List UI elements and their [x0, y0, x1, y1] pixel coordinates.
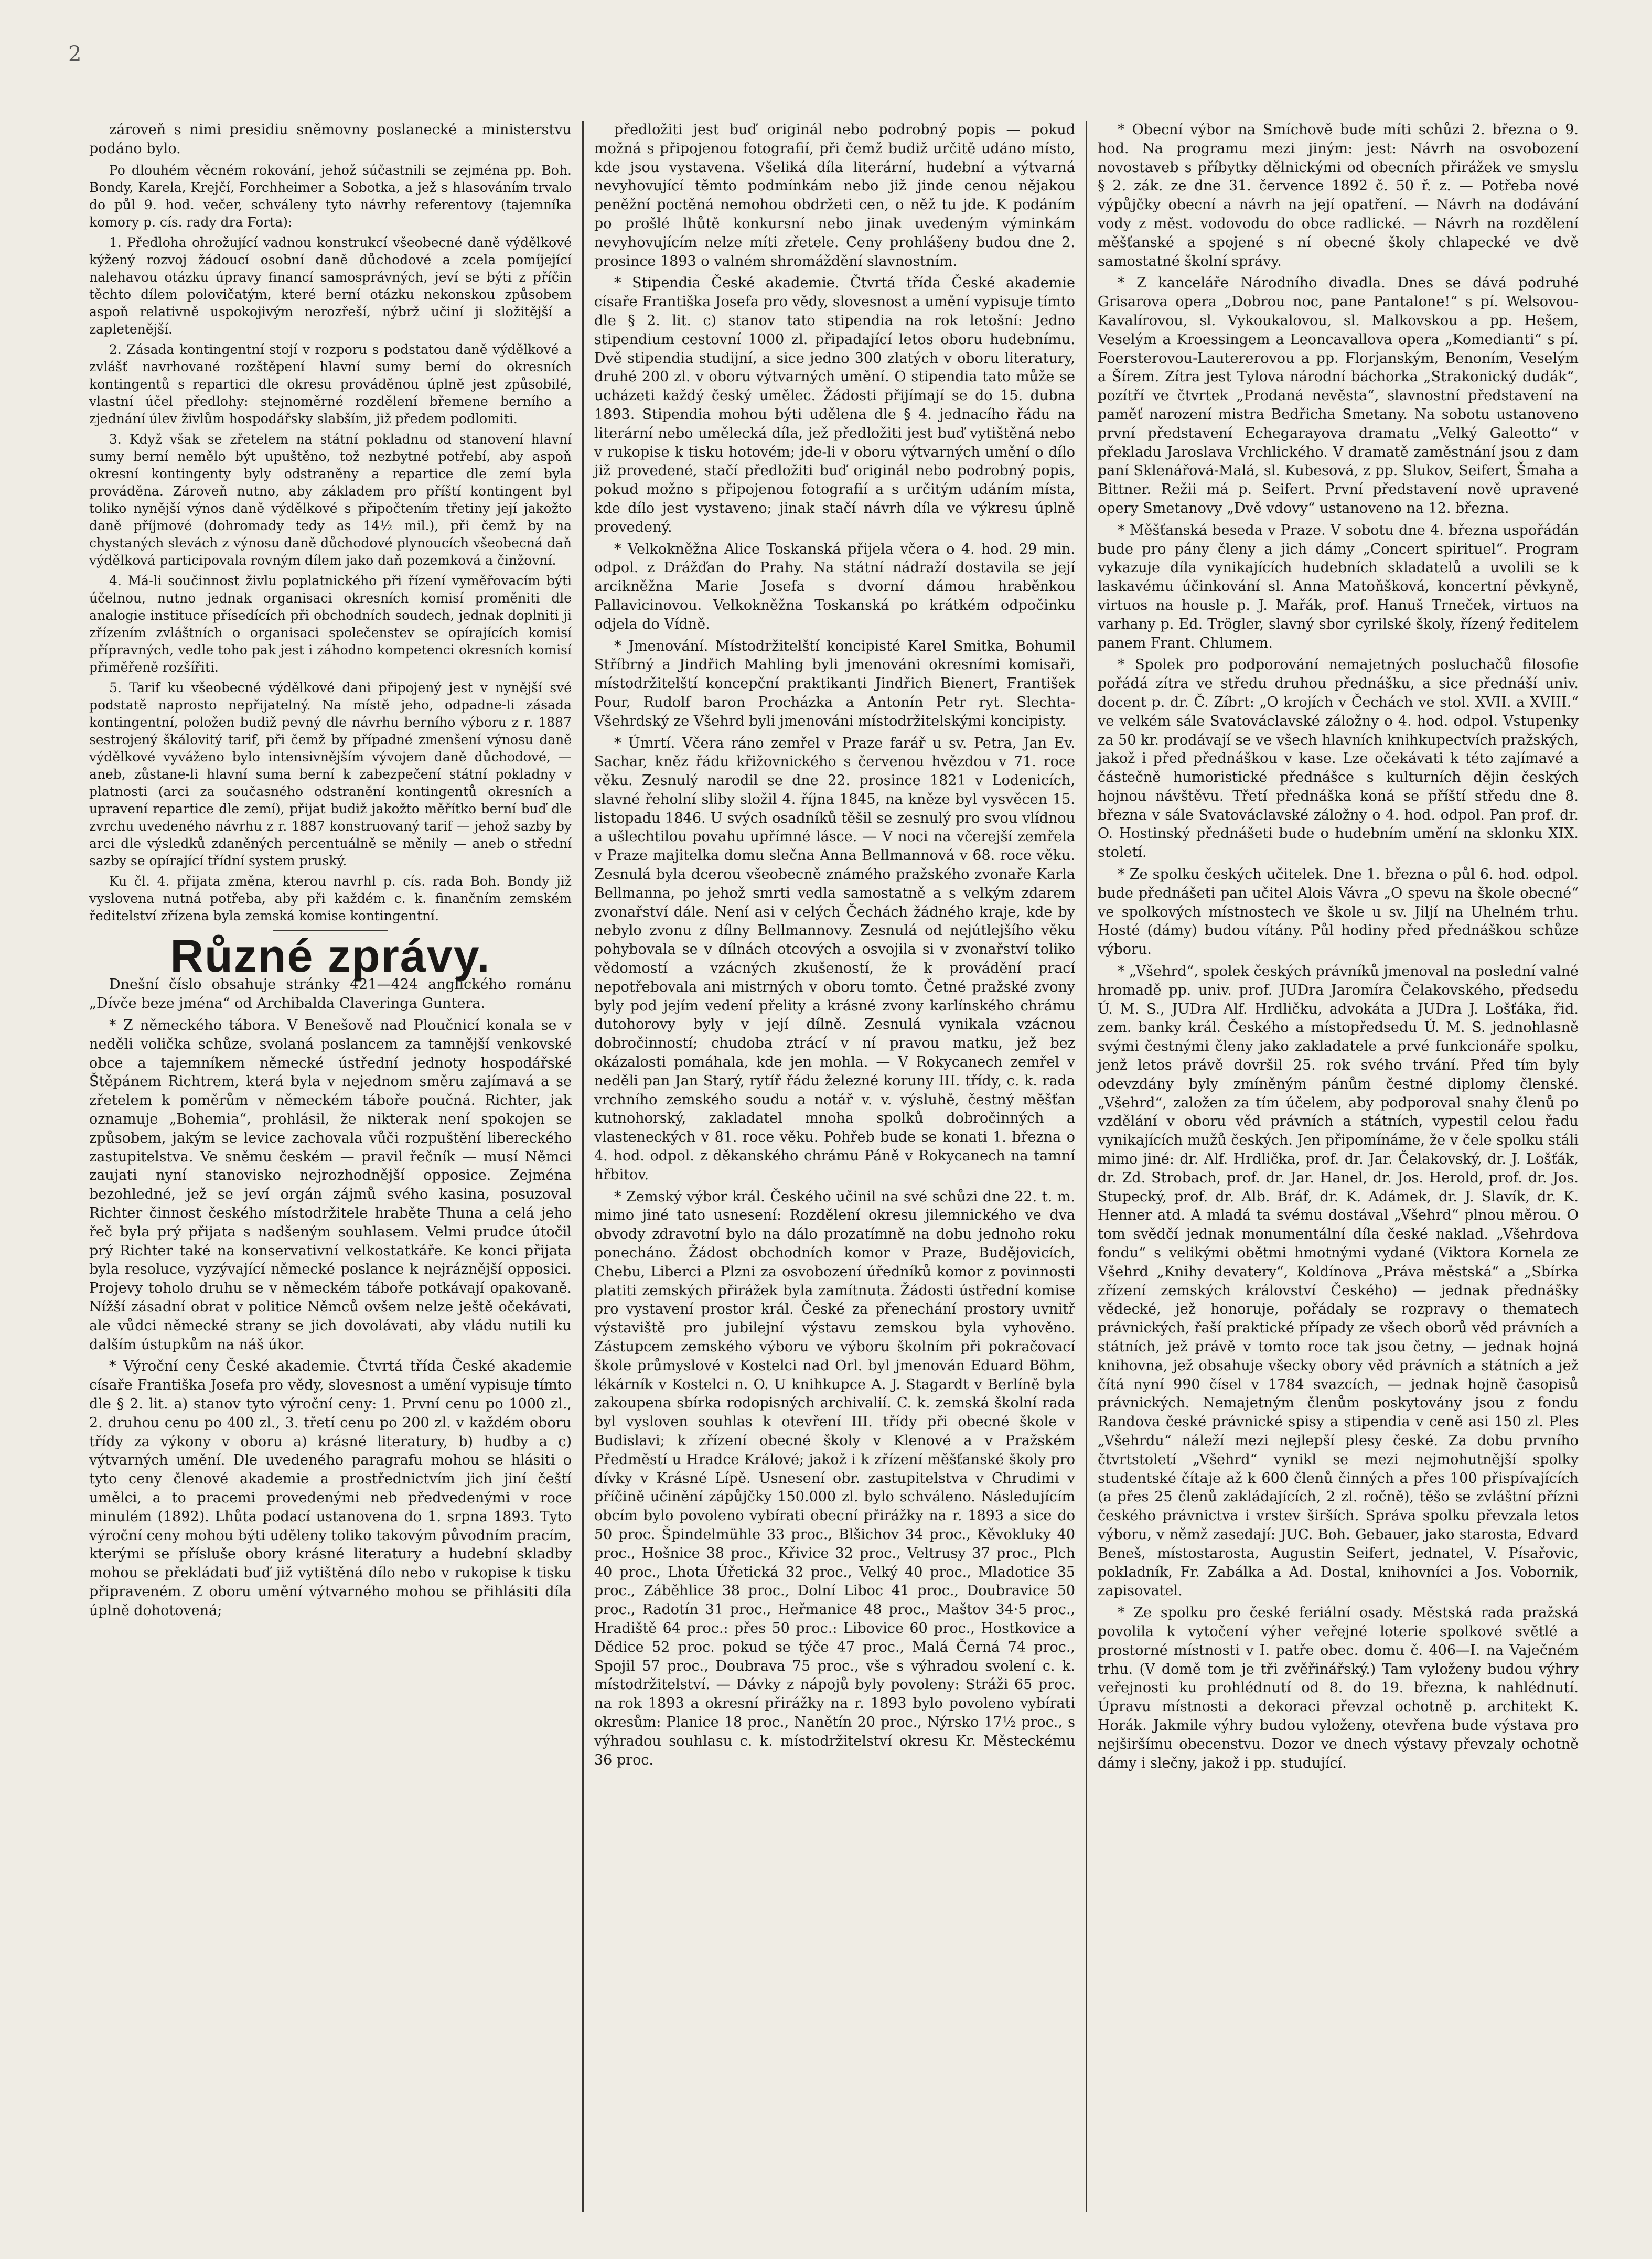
paragraph: 4. Má-li součinnost živlu poplatnického při řízení vyměřovacím býti účelnou, nutno jednak organisaci okresních komisí proměniti dle analogie instituce přísedících při obchodních soudech, jednak doplniti ji zřízením zvláštních o organisaci společenstev se opírajících komisí přípravných, vedle toho pak jest i záhodno kompetenci okresních komisí přiměřeně rozšířiti. [89, 573, 572, 675]
paragraph: 2. Zásada kontingentní stojí v rozporu s podstatou daně výdělkové a zvlášť navrhované rozštěpení hlavní sumy berní do okresních kontingentů s repartici dle okresu prováděnou úplně jest způsobilé, vlastní účel předlohy: stejnoměrné rozdělení břemene berního a zjednání úlev živlům hospodářsky slabším, již předem podlomiti. [89, 341, 572, 426]
paragraph: * Velkokněžna Alice Toskanská přijela včera o 4. hod. 29 min. odpol. z Drážďan do Prahy. Na státní nádraží dostavila se její arcikněžna Marie Josefa s dvorní dámou hraběnkou Pallavicinovou. Velkokněžna Toskanská po krátkém odpočinku odjela do Vídně. [594, 541, 1075, 632]
column-middle [582, 121, 1086, 2212]
columns [79, 121, 1615, 2212]
paragraph: Po dlouhém věcném rokování, jehož súčastnili se zejména pp. Boh. Bondy, Karela, Krejčí, Forchheimer a Sobotka, a jež s hlasováním trvalo do půl 9. hod. večer, schváleny tyto návrhy referentovy (tajemníka komory p. cís. rady dra Forta): [89, 162, 572, 230]
paragraph: * Spolek pro podporování nemajetných posluchačů filosofie pořádá zítra ve středu druhou přednášku, a sice přednáší univ. docent p. dr. Č. Zíbrt: „O krojích v Čechách ve stol. XVII. a XVIII.“ ve velkém sále Svatováclavské záložny o 4. hod. odpol. Vstupenky za 50 kr. prodávají se ve všech hlavních knihkupectvích pražských, jakož i před přednáškou v kase. Lze očekávati k této zajímavé a částečně humoristické přednášce s kulturních dějin českých hojnou návštěvu. Třetí přednáška koná se příští středu dne 8. března v sále Svatováclavské záložny o 4. hod. odpol. Pan prof. dr. O. Hostinský přednášeti bude o hudebním umění na sklonku XIX. století. [1098, 657, 1579, 861]
paragraph: Ku čl. 4. přijata změna, kterou navrhl p. cís. rada Boh. Bondy již vyslovena nutná potřeba, aby při každém c. k. finančním zemském ředitelství zřízena byla zemská komise kontingentní. [89, 873, 572, 923]
paragraph: * Ze spolku pro české feriální osady. Městská rada pražská povolila k vytočení výher veřejné loterie spolkové světlé a prostorné místnosti v I. patře obec. domu č. 406—I. na Vaječném trhu. (V domě tom je tři zvěřinářský.) Tam vyloženy budou výhry veřejnosti ku prohlédnutí od 8. do 19. března, k nahlédnutí. Úpravu místnosti a dekoraci převzal ochotně p. architekt K. Horák. Jakmile výhry budou vyloženy, otevřena bude výstava pro nejširšímu obecenstvu. Dozor ve dnech výstavy převzaly ochotně dámy i slečny, jakož i pp. studující. [1098, 1605, 1579, 1771]
paragraph: * Úmrtí. Včera ráno zemřel v Praze farář u sv. Petra, Jan Ev. Sachar, kněz řádu křižovnického s červenou hvězdou v 71. roce věku. Zesnulý narodil se dne 22. prosince 1821 v Lodenicích, slavné řeholní sliby složil 4. října 1845, na kněze byl vysvěcen 15. listopadu 1846. U svých osadníků těšil se zesnulý pro svou vlídnou a ušlechtilou povahu upřímné lásce. — V noci na včerejší zemřela v Praze majitelka domu slečna Anna Bellmannová v 68. roce věku. Zesnulá byla dcerou všeobecně známého pražského zvonaře Karla Bellmanna, po jehož smrti vedla samostatně a s velkým zdarem zvonařství dále. Není asi v celých Čechách žádného kraje, kde by nebylo zvonu z dílny Bellmannovy. Zesnulá od nejútlejšího věku pohybovala se v dílnách otcových a osvojila si v zvonařství toliko vědomostí a vzácných zkušeností, že k provádění prací nepotřebovala ani mistrných v oboru tomto. Četné pražské zvony byly pod jejím vedení přelity a krásné zvony karlínského chrámu dutohorovy byly v její dílně. Zesnulá vynikala vzácnou dobročinností; chudoba ztrácí v ní pravou matku, jež bez okázalosti pomáhala, kde jen mohla. — V Rokycanech zemřel v neděli pan Jan Starý, rytíř řádu železné koruny III. třídy, c. k. rada vrchního zemského soudu a notář v. v. výsluhě, čestný měšťan kutnohorský, zakladatel mnoha spolků dobročinných a vlasteneckých v 81. roce věku. Pohřeb bude se konati 1. března o 4. hod. odpol. z děkanského chrámu Páně v Rokycanech na tamní hřbitov. [594, 735, 1075, 1183]
paragraph: * Ze spolku českých učitelek. Dne 1. března o půl 6. hod. odpol. bude přednášeti pan učitel Alois Vávra „O spevu na škole obecné“ ve spolkových místnostech ve škole u sv. Jiljí na Uhelném trhu. Hosté (dámy) budou vítány. Půl hodiny před přednáškou schůze výboru. [1098, 866, 1579, 958]
paragraph: * Z německého tábora. V Benešově nad Ploučnicí konala se v neděli volička schůze, svolaná poslancem za tamnější venkovské obce a tajemníkem německé ústřední jednoty hospodářské Štěpánem Richtrem, která byla v nejednom směru zajímavá a se zřetelem k poměrům v německém táboře poučná. Richter, jak oznamuje „Bohemia“, prohlásil, že nikterak není spokojen se způsobem, jakým se levice zachovala vůči rozpuštění libereckého zastupitelstva. Ve sněmu českém — pravil řečník — musí Němci zaujati nyní stanovisko nejrozhodnější opposice. Zejména bezohledné, jež se jeví orgán zájmů svého kasina, posuzoval Richter činnost českého místodržitele hraběte Thuna a celá jeho řeč byla prý přijata s nadšeným souhlasem. Velmi prudce útočil prý Richter také na konservativní velkostatkáře. Ke konci přijata byla resoluce, vyzývající německé poslance k nejráznější opposici. Projevy toholo druhu se v německém táboře potkávají opakovaně. Nížší zásadní obrat v politice Němců ovšem nelze ještě očekávati, ale vůdci německé strany se jich dovolávati, aby vládu nutili ku dalším ústupkům na náš úkor. [89, 1017, 572, 1353]
paragraph: Dnešní číslo obsahuje stránky 421—424 anglického románu „Dívče beze jména“ od Archibalda Claveringa Guntera. [89, 976, 572, 1012]
news-items [594, 121, 1075, 1769]
paragraph: * Stipendia České akademie. Čtvrtá třída České akademie císaře Františka Josefa pro vědy, slovesnost a umění vypisuje tímto dle § 2. lit. c) stanov tato stipendia na rok letošní: Jedno stipendium cestovní 1000 zl. připadající letos oboru hudebnímu. Dvě stipendia studijní, a sice jedno 300 zlatých v oboru literatury, druhé 200 zl. v oboru výtvarných umění. O stipendia tato může se ucházeti každý český umělec. Žádosti přijímají se do 15. dubna 1893. Stipendia mohou býti udělena dle § 4. jednacího řádu na literární nebo umělecká díla, jež předložiti jest buď vytištěná nebo v rukopise k tisku hotovém; jde-li v oboru výtvarných umění o dílo již provedené, stačí předložiti buď originál nebo podrobný popis, pokud možno s připojenou fotografií a s určitým udáním místa, kde dílo jest vystaveno; jinak stačí návrh díla ve výkresu úplně provedený. [594, 275, 1075, 535]
section-title: Různé zprávy. [170, 929, 491, 982]
news-items [89, 975, 572, 1620]
paragraph: 5. Tarif ku všeobecné výdělkové dani připojený jest v nynější své podstatě naprosto nepřijatelný. Na místě jeho, odpadne-li zásada kontingentní, položen budiž pevný dle návrhu berního výboru z r. 1887 sestrojený škálovitý tarif, při čemž by případné zmenšení výnosu daně výdělkové vyváženo bylo intensivnějším vývojem daně důchodové, — aneb, zůstane-li hlavní suma berní k zabezpečení státní pokladny v platnosti (arci za současného odstranění kontingentů okresních a upravení repartice dle zemí), přijat budiž jakožto měřítko berní buď dle zvrchu uvedeného návrhu z r. 1887 konstruovaný tarif — jehož sazby by arci dle výsledků zdaněných percentuálně se měnily — aneb o střední sazby se opírající třídní system pruský. [89, 680, 572, 868]
paragraph: 1. Předloha ohrožující vadnou konstrukcí všeobecné daně výdělkové kýžený rozvoj žádoucí osobní daně důchodové a zcela pomíjející nalehavou otázku úpravy financí samosprávných, jeví se býti z příčin těchto dílem polovičatým, které berní otázku nekonskou způsobem aspoň relativně uspokojivým nerozřeší, nýbrž učiní ji složitější a zapletenější. [89, 234, 572, 337]
paragraph: * Z kanceláře Národního divadla. Dnes se dává podruhé Grisarova opera „Dobrou noc, pane Pantalone!“ s pí. Welsovou-Kavalírovou, sl. Vykoukalovou, sl. Malkovskou a pp. Hešem, Veselým a Kroessingem a Leoncavallova opera „Komedianti“ s pí. Foersterovou-Lautererovou a pp. Florjanským, Benoním, Veselým a Šírem. Zítra jest Tylova národní báchorka „Strakonický dudák“, pozítří ve čtvrtek „Prodaná nevěsta“, slavnostní představení na paměť narození mistra Bedřicha Smetany. Na sobotu ustanoveno první představení Echegarayova dramatu „Velký Galeotto“ v překladu Jaroslava Vrchlického. V dramatě zaměstnání jsou z dam paní Sklenářová-Malá, sl. Kubesová, z pp. Slukov, Seifert, Šmaha a Bittner. Režii má p. Seifert. První představení nově upravené opery Smetanovy „Dvě vdovy“ ustanoveno na 12. března. [1098, 275, 1579, 517]
paragraph: zároveň s nimi presidiu sněmovny poslanecké a ministerstvu podáno bylo. [89, 122, 572, 157]
article-text [89, 121, 572, 924]
news-items [1098, 121, 1579, 1772]
paragraph: předložiti jest buď originál nebo podrobný popis — pokud možná s připojenou fotografií, při čemž budiž určitě udáno místo, kde jsou vystavena. Všeliká díla literární, hudební a výtvarná nevyhovující těmto podmínkám nebo již jinde cenou nějakou peněžní poctěná nemohou obdržeti cen, o něž tu jde. K podáním po prošlé lhůtě konkursní nebo jinak uvedeným výminkám nevyhovujícím nelze míti zřetele. Ceny prohlášeny budou dne 2. prosince 1893 o valném shromáždění slavnostním. [594, 122, 1075, 270]
column-left [79, 121, 582, 2212]
paragraph: * Výroční ceny České akademie. Čtvrtá třída České akademie císaře Františka Josefa pro vědy, slovesnost a umění vypisuje tímto dle § 2. lit. a) stanov tyto výroční ceny: 1. První cenu po 1000 zl., 2. druhou cenu po 400 zl., 3. třetí cenu po 200 zl. v každém oboru třídy za výkony v oboru a) krásné literatury, b) hudby a c) výtvarných umění. Dle uvedeného paragrafu mohou se hlásiti o tyto ceny členové akademie a prostřednictvím jich jiní čeští umělci, a to pracemi provedenými neb předvedenými v roce minulém (1892). Lhůta podací ustanovena do 1. srpna 1893. Tyto výroční ceny mohou býti uděleny toliko takovým původním pracím, kterými se přísluše obory krásné literatury a hudební skladby mohou se překládati buď již vytištěná dílo nebo v rukopise k tisku připraveném. Z oboru umění výtvarného mohou se přihlásiti díla úplně dohotovená; [89, 1358, 572, 1619]
paragraph: * „Všehrd“, spolek českých právníků jmenoval na poslední valné hromadě pp. univ. prof. JUDra Jaromíra Čelakovského, předsedu Ú. M. S., JUDra Alf. Hrdličku, advokáta a JUDra J. Lošťáka, řid. zem. banky král. Českého a místopředsedu Ú. M. S. jednohlasně svými čestnými členy jako zakladatele a prvé funkcionáře spolku, jenž letos právě dovršil 25. rok svého trvání. Před tím byly odevzdány byly zmíněným pánům čestné diplomy členské. „Všehrd“, založen za tím účelem, aby podporoval snahy členů po vzdělání v oboru věd právních a státních, vypestil celou řadu vynikajících mužů českých. Jen připomínáme, že v čele spolku stáli mimo jiné: dr. Alf. Hrdlička, prof. dr. Jar. Čelakovský, dr. J. Lošťák, dr. Zd. Strobach, prof. dr. Jar. Hanel, dr. Jos. Herold, prof. dr. Jos. Stupecký, prof. dr. Alb. Bráf, dr. K. Adámek, dr. J. Slavík, dr. K. Henner atd. A mladá ta svému dostával „Všehrd“ plnou měrou. O tom svědčí jednak monumentální díla české naklad. „Všehrdova fondu“ s velikými obětmi hmotnými vydané (Viktora Kornela ze Všehrd „Knihy devatery“, Koldínova „Práva městská“ a „Sbírka zřízení zemských království Českého) — jednak přednášky vědecké, jež honoruje, pořádaly se rozpravy o thematech právnických, řaší praktické případy ze všech oborů věd právních a státních, jež právě v tomto roce tak jsou četny, — jednak hojná knihovna, jež obsahuje všecky obory věd právních a státních a jež čítá nyní 990 čísel v 1784 svazcích, — jednak hojně časopisů právnických. Nemajetným členům poskytovány jsou z fondu Randova české právnické spisy a stipendia v ceně asi 150 zl. Ples „Všehrdu“ náleží mezi nejlepší plesy české. Za dobu prvního čtvrtstoletí „Všehrd“ vynikl se mezi nejmohutnější spolky studentské čítaje až k 600 členů činných a přes 100 přispívajících (a přes 25 členů zakládajících, 2 zl. ročně), těšo se zvláštní přízni českého právnictva i vrstev širších. Správa spolku převzala letos výboru, v němž zasedají: JUC. Boh. Gebauer, jako starosta, Edvard Beneš, místostarosta, Augustin Seifert, jednatel, V. Písařovic, pokladník, Fr. Zabálka a Ad. Dostal, knihovníci a Jos. Vobornik, zapisovatel. [1098, 963, 1579, 1599]
paragraph: * Jmenování. Místodržitelští koncipisté Karel Smitka, Bohumil Stříbrný a Jindřich Mahling byli jmenováni okresními komisaři, místodržitelští koncepční praktikanti Jindřich Bienert, František Pour, Rudolf baron Procházka a Antonín Petr ryt. Slechta-Všehrdský ze Všehrd byli jmenováni místodržitelskými koncipisty. [594, 638, 1075, 729]
paragraph: * Měšťanská beseda v Praze. V sobotu dne 4. března uspořádán bude pro pány členy a jich dámy „Concert spirituel“. Program vykazuje díla vynikajících hudebních skladatelů a uvolili se k laskavému účinkování sl. Anna Matoňšková, koncertní pěvkyně, virtuos na housle p. J. Mařák, prof. Hanuš Trneček, virtuos na varhany p. Ed. Trögler, slavný sbor cyrilské školy, řízený ředitelem panem Frant. Chlumem. [1098, 522, 1579, 651]
column-right [1086, 121, 1589, 2212]
paragraph: 3. Když však se zřetelem na státní pokladnu od stanovení hlavní sumy berní nemělo být upuštěno, tož nezbytné potřebí, aby aspoň okresní kontingenty byly odstraněny a repartice dle zemí byla prováděna. Zároveň nutno, aby základem pro příští kontingent byl toliko nynější výnos daně výdělkové s připočtením třetiny její jakožto daně příjmové (dohromady tedy as 14½ mil.), při čemž by na chystaných slevách z výnosu daně důchodové plynoucích všeobecná daň výdělková participovala rovným dílem jako daň pozemková a činžovní. [89, 431, 572, 568]
page-folio: 2 [68, 42, 82, 66]
paragraph: * Zemský výbor král. Českého učinil na své schůzi dne 22. t. m. mimo jiné tato usnesení: Rozdělení okresu jilemnického ve dva obvody zdravotní bylo na dálo prozatímně na dobu jednoho roku ponecháno. Žádost obchodních komor v Praze, Budějovicích, Chebu, Liberci a Plzni za osvobození úředníků komor z povinnosti platiti zemských přirážek byla zamítnuta. Žádosti ústřední komise pro vystavení prostor král. České za přenechání prostory uvnitř výstaviště pro jubilejní výstavu zemskou byla vyhověno. Zástupcem zemského výboru ve výboru školním při pokračovací škole průmyslové v Kostelci nad Orl. byl jmenován Eduard Böhm, lékárník v Kostelci n. O. U knihkupce A. J. Stagardt v Berlíně byla zakoupena sbírka rodopisných archivalií. C. k. zemská školní rada byl vysloven souhlas k otevření III. třídy při obecné škole v Budislavi; k zřízení obecné školy v Klenové a v Pražském Předměstí u Hradce Králové; jakož i k zřízení měšťanské školy pro dívky v Krásné Lípě. Usnesení obr. zastupitelstva v Chrudimi v příčině učinění zápůjčky 150.000 zl. bylo schváleno. Následujícím obcím bylo povoleno vybírati obecní přirážky na r. 1893 a sice do 50 proc. Špindelmühle 33 proc., Blšichov 34 proc., Kěvokluky 40 proc., Hošnice 38 proc., Křivice 32 proc., Veltrusy 37 proc., Plch 40 proc., Lhota Úřetická 32 proc., Velký 40 proc., Mladotice 35 proc., Záběhlice 38 proc., Dolní Liboc 41 proc., Doubravice 50 proc., Radotín 31 proc., Heřmanice 48 proc., Maštov 34·5 proc., Hradiště 64 proc.: přes 50 proc.: Libovice 60 proc., Hostkovice a Dědice 52 proc. pokud se týče 47 proc., Malá Černá 74 proc., Spojil 57 proc., Doubrava 75 proc., vše s výhradou svolení c. k. místodržitelství. — Dávky z nápojů byly povoleny: Stráži 65 proc. na rok 1893 a okresní přirážky na r. 1893 bylo povoleno vybírati okresům: Planice 18 proc., Nanětín 20 proc., Nýrsko 17½ proc., s výhradou souhlasu c. k. místodržitelství okresu Kr. Městeckému 36 proc. [594, 1188, 1075, 1768]
paragraph: * Obecní výbor na Smíchově bude míti schůzi 2. března o 9. hod. Na programu mezi jiným: jest: Návrh na osvobození novostaveb s příbytky dělnickými od obecních přirážek ve smyslu § 2. zák. ze dne 31. července 1892 č. 50 ř. z. — Potřeba nové výpůjčky obecní a návrh na její opatření. — Návrh na dodávání vody z měst. vodovodu do obce radlické. — Návrh na rozdělení měšťanské a spojené s ní obecné školy chlapecké ve dvě samostatné školní správy. [1098, 122, 1579, 270]
